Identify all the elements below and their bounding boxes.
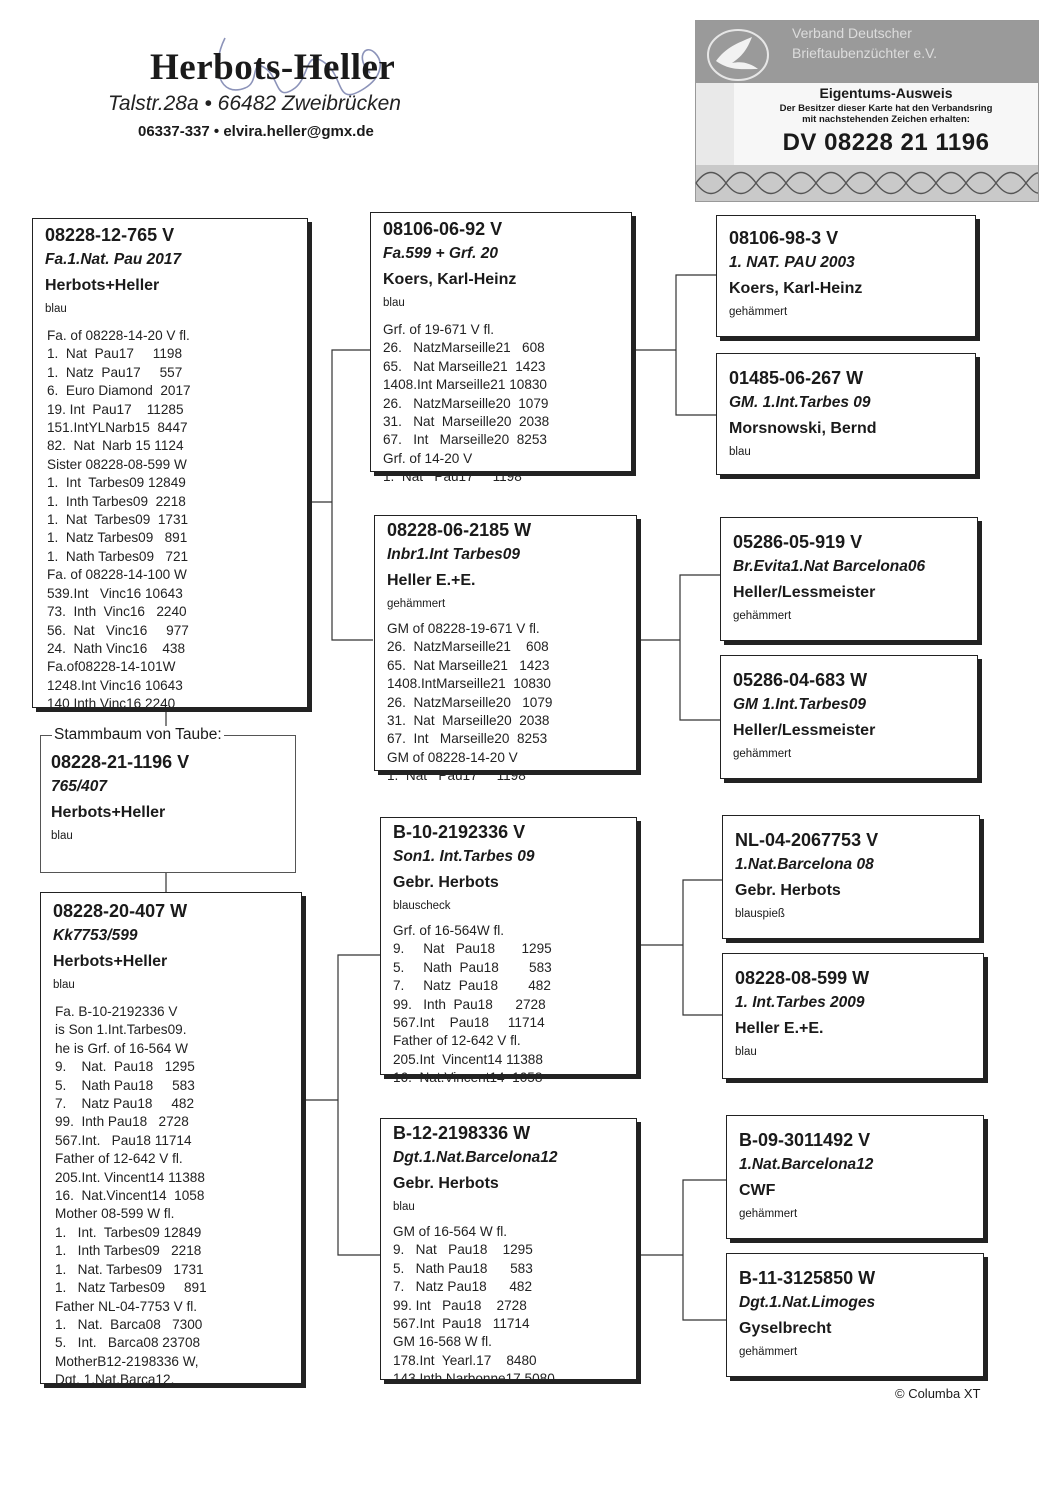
connector-mother xyxy=(305,955,380,1255)
owner-name: Gebr. Herbots xyxy=(393,874,499,891)
card-heading: Eigentums-Ausweis xyxy=(819,85,953,101)
performance-details: Fa. of 08228-14-20 V fl. 1. Nat Pau17 1198 1. Natz Pau17 557 6. Euro Diamond 2017 19. Int Pau17 11285 151.IntYLNarb15 8447 82. Nat Narb 15 1124 Sister 08228-08-599 W 1. Int Tarbes09 12849 1. Inth Tarbes09 2218 1. Nat Tarbes09 1731 1. Natz Tarbes09 891 1. Nath Tarbes09 721 Fa. of 08228-14-100 W 539.Int Vinc16 10643 73. Inth Vinc16 2240 56. Nat Vinc16 977 24. Nath Vinc16 438 Fa.of08228-14-101W 1248.Int Vinc16 10643 140 Inth Vinc16 2240 xyxy=(47,328,191,712)
ring-number: B-10-2192336 V xyxy=(393,822,526,842)
achievement: Kk7753/599 xyxy=(53,927,138,944)
ring-number: 08106-06-92 V xyxy=(383,219,503,239)
owner-name: Koers, Karl-Heinz xyxy=(729,280,863,297)
breeder-contact: 06337-337 • elvira.heller@gmx.de xyxy=(138,123,374,140)
card-pattern-band xyxy=(696,165,1038,201)
ring-number: 08228-21-1196 V xyxy=(51,752,190,772)
plumage-color: gehämmert xyxy=(733,610,792,622)
achievement: Son1. Int.Tarbes 09 xyxy=(393,848,535,865)
connector-gp-mm xyxy=(637,1180,726,1320)
performance-details: GM of 16-564 W fl. 9. Nat Pau18 1295 5. Nath Pau18 583 7. Natz Pau18 482 99. Int Pau18 2728 567.Int Pau18 11714 GM 16-568 W fl. 178.Int Yearl.17 8480 143.Inth Narbonne17 5080 xyxy=(393,1224,555,1387)
card-ring-number: DV 08228 21 1196 xyxy=(782,129,990,156)
ring-number: 08106-98-3 V xyxy=(729,228,839,248)
plumage-color: gehämmert xyxy=(733,748,792,760)
ring-number: 01485-06-267 W xyxy=(729,368,864,388)
connector-gp-fm xyxy=(637,575,720,720)
plumage-color: gehämmert xyxy=(739,1346,798,1358)
performance-details: Grf. of 16-564W fl. 9. Nat Pau18 1295 5. Nath Pau18 583 7. Natz Pau18 482 99. Inth Pau18 2728 567.Int Pau18 11714 Father of 12-642 V fl. 205.Int Vincent14 11388 16. Nat.Vincent14 1058 xyxy=(393,923,552,1086)
card-subtitle-2: mit nachstehenden Zeichen erhalten: xyxy=(802,114,970,125)
association-name-line2: Brieftaubenzüchter e.V. xyxy=(792,45,938,61)
owner-name: Heller E.+E. xyxy=(387,572,476,589)
owner-name: Morsnowski, Bernd xyxy=(729,420,877,437)
plumage-color: blau xyxy=(51,830,73,842)
achievement: Fa.1.Nat. Pau 2017 xyxy=(45,251,182,268)
pedigree-subject-label: Stammbaum von Taube: xyxy=(54,726,222,743)
ring-number: 08228-06-2185 W xyxy=(387,520,532,540)
breeder-title: Herbots-Heller xyxy=(150,47,396,88)
pedigree-box-subject xyxy=(40,735,296,873)
plumage-color: blauspieß xyxy=(735,908,785,920)
pedigree-box-grandfather-paternal xyxy=(370,212,632,485)
achievement: 1.Nat.Barcelona12 xyxy=(739,1156,874,1173)
breeder-address: Talstr.28a • 66482 Zweibrücken xyxy=(108,92,401,115)
ring-number: 08228-08-599 W xyxy=(735,968,870,988)
achievement: Inbr1.Int Tarbes09 xyxy=(387,546,520,563)
achievement: 1.Nat.Barcelona 08 xyxy=(735,856,874,873)
owner-name: Gebr. Herbots xyxy=(393,1175,499,1192)
performance-details: Grf. of 19-671 V fl. 26. NatzMarseille21 608 65. Nat Marseille21 1423 1408.Int Marseille21 10830 26. NatzMarseille20 1079 31. Nat Marseille20 2038 67. Int Marseille20 8253 Grf. of 14-20 V 1. Nat Pau17 1198 xyxy=(383,322,550,485)
ring-number: 05286-05-919 V xyxy=(733,532,863,552)
ring-number: 08228-12-765 V xyxy=(45,225,175,245)
plumage-color: blau xyxy=(735,1046,757,1058)
pedigree-box-grandfather-maternal xyxy=(380,817,637,1086)
owner-name: Heller E.+E. xyxy=(735,1020,824,1037)
ring-number: 08228-20-407 W xyxy=(53,901,188,921)
pedigree-box-father xyxy=(32,218,308,712)
pedigree-box-ggp1 xyxy=(716,215,976,337)
owner-name: Herbots+Heller xyxy=(45,277,160,294)
achievement: Dgt.1.Nat.Barcelona12 xyxy=(393,1149,558,1166)
pedigree-box-ggp5 xyxy=(722,815,980,939)
connector-gp-mf xyxy=(637,880,722,1015)
owner-name: CWF xyxy=(739,1182,776,1199)
performance-details: GM of 08228-19-671 V fl. 26. NatzMarseille21 608 65. Nat Marseille21 1423 1408.IntMarseille21 10830 26. NatzMarseille20 1079 31. Nat Marseille20 2038 67. Int Marseille20 8253 GM of 08228-14-20 V 1. Nat Pau17 1198 xyxy=(387,621,553,784)
copyright-notice: © Columba XT xyxy=(895,1386,981,1401)
ring-number: 05286-04-683 W xyxy=(733,670,868,690)
plumage-color: gehämmert xyxy=(739,1208,798,1220)
pedigree-box-ggp7 xyxy=(726,1115,984,1239)
plumage-color: blau xyxy=(53,979,75,991)
ring-number: B-11-3125850 W xyxy=(739,1268,876,1288)
pedigree-box-grandmother-maternal xyxy=(380,1118,637,1387)
owner-name: Gyselbrecht xyxy=(739,1320,832,1337)
achievement: 765/407 xyxy=(51,778,108,795)
ring-number: B-12-2198336 W xyxy=(393,1123,531,1143)
performance-details: Fa. B-10-2192336 V is Son 1.Int.Tarbes09. he is Grf. of 16-564 W 9. Nat. Pau18 1295 5. Nath Pau18 583 7. Natz Pau18 482 99. Inth Pau18 2728 567.Int. Pau18 11714 Father of 12-642 V fl. 205.Int. Vincent14 11388 16. Nat.Vincent14 1058 Mother 08-599 W fl. 1. Int. Tarbes09 12849 1. Inth Tarbes09 2218 1. Nat. Tarbes09 1731 1. Natz Tarbes09 891 Father NL-04-7753 V fl. 1. Nat. Barca08 7300 5. Int. Barca08 23708 MotherB12-2198336 W, Dgt. 1.Nat.Barca12. xyxy=(55,1004,207,1388)
pedigree-box-ggp3 xyxy=(720,517,978,641)
owner-name: Herbots+Heller xyxy=(51,804,166,821)
pedigree-box-ggp8 xyxy=(726,1253,984,1377)
connector-father xyxy=(305,350,373,640)
plumage-color: blau xyxy=(393,1201,415,1213)
owner-name: Herbots+Heller xyxy=(53,953,168,970)
achievement: Fa.599 + Grf. 20 xyxy=(383,245,499,262)
plumage-color: gehämmert xyxy=(729,306,788,318)
achievement: 1. Int.Tarbes 2009 xyxy=(735,994,865,1011)
association-name-line1: Verband Deutscher xyxy=(792,25,912,41)
ring-number: NL-04-2067753 V xyxy=(735,830,879,850)
connector-gp-ff xyxy=(632,275,716,415)
achievement: Br.Evita1.Nat Barcelona06 xyxy=(733,558,926,575)
owner-name: Heller/Lessmeister xyxy=(733,584,876,601)
plumage-color: blau xyxy=(45,303,67,315)
owner-name: Gebr. Herbots xyxy=(735,882,841,899)
pigeon-logo-icon xyxy=(702,25,774,83)
achievement: GM 1.Int.Tarbes09 xyxy=(733,696,866,713)
achievement: GM. 1.Int.Tarbes 09 xyxy=(729,394,871,411)
pedigree-box-ggp4 xyxy=(720,655,978,779)
plumage-color: blauscheck xyxy=(393,900,451,912)
pedigree-box-mother xyxy=(40,892,302,1388)
pedigree-box-ggp2 xyxy=(716,353,976,475)
plumage-color: gehämmert xyxy=(387,598,446,610)
achievement: Dgt.1.Nat.Limoges xyxy=(739,1294,876,1311)
pedigree-box-ggp6 xyxy=(722,953,984,1079)
ownership-card xyxy=(695,20,1039,202)
owner-name: Koers, Karl-Heinz xyxy=(383,271,517,288)
plumage-color: blau xyxy=(383,297,405,309)
ring-number: B-09-3011492 V xyxy=(739,1130,871,1150)
achievement: 1. NAT. PAU 2003 xyxy=(729,254,855,271)
card-subtitle-1: Der Besitzer dieser Karte hat den Verbandsring xyxy=(779,103,993,114)
pedigree-box-grandmother-paternal xyxy=(374,515,637,784)
owner-name: Heller/Lessmeister xyxy=(733,722,876,739)
plumage-color: blau xyxy=(729,446,751,458)
